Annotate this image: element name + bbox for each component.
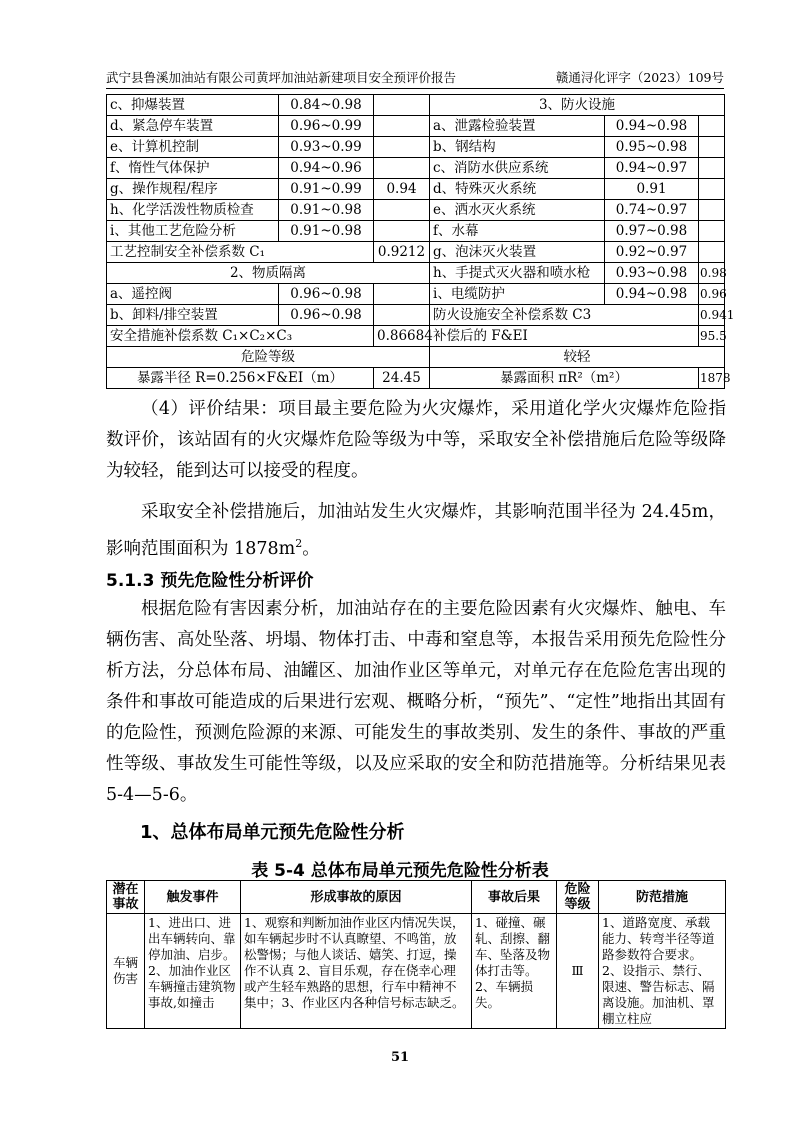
- table-cell: c、消防水供应系统: [430, 158, 605, 179]
- table-cell: h、化学活泼性物质检查: [107, 200, 279, 221]
- table-cell: 1、道路宽度、承载能力、转弯半径等道路参数符合要求。2、设指示、禁行、限速、警告标志、隔离设施。加油机、罩棚立柱应: [599, 914, 726, 1029]
- superscript: 2: [295, 537, 303, 550]
- table-cell: 0.96~0.99: [279, 116, 374, 137]
- pha-intro-paragraph: 根据危险有害因素分析，加油站存在的主要危险因素有火灾爆炸、触电、车辆伤害、高处坠落、坍塌、物体打击、中毒和窒息等，本报告采用预先危险性分析方法，分总体布局、油罐区、加油作业区等单元，对单元存在危险危害出现的条件和事故可能造成的后果进行宏观、概略分析，“预先”、“定性”地指出其固有的危险性，预测危险源的来源、可能发生的事故类别、发生的条件、事故的严重性等级、事故发生可能性等级，以及应采取的安全和防范措施等。分析结果见表 5-4—5-6。: [106, 599, 726, 805]
- table-cell: i、电缆防护: [430, 284, 605, 305]
- table-row: [107, 242, 725, 263]
- table-cell: 0.92~0.97: [605, 242, 699, 263]
- table-row: [107, 284, 725, 305]
- table-cell: [374, 158, 430, 179]
- table-cell: 0.91: [605, 179, 699, 200]
- table-cell: 0.94~0.97: [605, 158, 699, 179]
- table-cell: 0.91~0.98: [279, 221, 374, 242]
- header-report-title: 武宁县鲁溪加油站有限公司黄坪加油站新建项目安全预评价报告: [106, 70, 457, 85]
- table-cell: 0.94~0.98: [605, 116, 699, 137]
- column-header: 防范措施: [599, 881, 726, 914]
- table-cell: 95.5: [699, 326, 725, 347]
- table-cell: e、洒水灭火系统: [430, 200, 605, 221]
- table-row: [107, 137, 725, 158]
- table-cell: 1、碰撞、碾轧、刮擦、翻车、坠落及物体打击等。 2、车辆损失。: [472, 914, 557, 1029]
- table-cell: 暴露半径 R=0.256×F&EI（m）: [107, 368, 374, 389]
- table-cell: [699, 116, 725, 137]
- pha-table: [106, 880, 726, 1029]
- page-number: 51: [390, 1050, 410, 1065]
- table-cell: 0.94~0.96: [279, 158, 374, 179]
- table-cell: 暴露面积 πR²（m²）: [430, 368, 699, 389]
- table-cell: b、卸料/排空装置: [107, 305, 279, 326]
- table-cell: a、遥控阀: [107, 284, 279, 305]
- table-cell: 防火设施安全补偿系数 C3: [430, 305, 699, 326]
- column-header: 危险等级: [557, 881, 599, 914]
- table-cell: 0.91~0.98: [279, 200, 374, 221]
- header-report-number: 赣通浔化评字（2023）109号: [555, 70, 724, 85]
- table-cell: 1878: [699, 368, 725, 389]
- table-cell: [374, 137, 430, 158]
- table-cell: 安全措施补偿系数 C₁×C₂×C₃: [107, 326, 374, 347]
- column-header: 潜在事故: [107, 881, 145, 914]
- table-cell: 0.93~0.99: [279, 137, 374, 158]
- table-title: 表 5-4 总体布局单元预先危险性分析表: [251, 861, 549, 881]
- table-cell: 3、防火设施: [430, 95, 725, 116]
- table-row: [107, 305, 725, 326]
- table-cell: d、特殊灭火系统: [430, 179, 605, 200]
- table-cell: 0.97~0.98: [605, 221, 699, 242]
- table-cell: 车辆伤害: [107, 914, 145, 1029]
- column-header: 事故后果: [472, 881, 557, 914]
- evaluation-result-paragraph: （4）评价结果：项目最主要危险为火灾爆炸，采用道化学火灾爆炸危险指数评价，该站固有的火灾爆炸危险等级为中等，采取安全补偿措施后危险等级降为较轻，能到达可以接受的程度。: [106, 399, 726, 481]
- table-cell: 0.95~0.98: [605, 137, 699, 158]
- impact-range-text: 采取安全补偿措施后，加油站发生火灾爆炸，其影响范围半径为 24.45m，影响范围面积为 1878m: [106, 502, 726, 559]
- impact-range-paragraph: [106, 497, 726, 565]
- table-header-row: [107, 881, 726, 914]
- table-cell: g、泡沫灭火装置: [430, 242, 605, 263]
- table-cell: 1、观察和判断加油作业区内情况失误，如车辆起步时不认真瞭望、不鸣笛，放松警惕；与他人谈话、嬉笑、打逗，操作不认真 2、盲目乐观，存在侥幸心理或产生轻车熟路的思想，行车中精神不集中；3、作业区内各种信号标志缺乏。: [241, 914, 472, 1029]
- table-cell: Ⅲ: [557, 914, 599, 1029]
- table-cell: d、紧急停车装置: [107, 116, 279, 137]
- table-cell: 0.94~0.98: [605, 284, 699, 305]
- table-row: [107, 221, 725, 242]
- subsection-heading: 1、总体布局单元预先危险性分析: [140, 822, 405, 843]
- table-row: [107, 263, 725, 284]
- table-cell: [699, 200, 725, 221]
- table-cell: a、泄露检验装置: [430, 116, 605, 137]
- table-cell: 24.45: [374, 368, 430, 389]
- table-cell: 0.86684: [374, 326, 430, 347]
- table-cell: 1、进出口、进出车辆转向、靠停加油、启步。2、加油作业区车辆撞击建筑物事故,如撞击: [145, 914, 241, 1029]
- table-cell: i、其他工艺危险分析: [107, 221, 279, 242]
- table-cell: [374, 221, 430, 242]
- table-row: [107, 116, 725, 137]
- table-cell: 0.941: [699, 305, 725, 326]
- table-cell: 0.96~0.98: [279, 305, 374, 326]
- table-cell: c、抑爆装置: [107, 95, 279, 116]
- table-cell: f、水幕: [430, 221, 605, 242]
- column-header: 触发事件: [145, 881, 241, 914]
- table-cell: [699, 137, 725, 158]
- table-cell: 补偿后的 F&EI: [430, 326, 699, 347]
- table-cell: 危险等级: [107, 347, 430, 368]
- table-cell: [699, 179, 725, 200]
- table-cell: [699, 158, 725, 179]
- table-row: [107, 347, 725, 368]
- table-cell: [374, 305, 430, 326]
- table-row: [107, 368, 725, 389]
- table-cell: 0.93~0.98: [605, 263, 699, 284]
- table-cell: [699, 221, 725, 242]
- table-cell: 0.91~0.99: [279, 179, 374, 200]
- fei-compensation-table: [106, 94, 735, 389]
- table-cell: [374, 116, 430, 137]
- table-row: [107, 95, 725, 116]
- table-cell: h、手提式灭火器和喷水枪: [430, 263, 605, 284]
- table-cell: [374, 95, 430, 116]
- table-cell: 0.9212: [374, 242, 430, 263]
- table-cell: 0.84~0.98: [279, 95, 374, 116]
- table-row: [107, 179, 725, 200]
- table-cell: [374, 284, 430, 305]
- table-cell: 较轻: [430, 347, 725, 368]
- table-cell: 0.98: [699, 263, 725, 284]
- table-cell: b、钢结构: [430, 137, 605, 158]
- table-cell: 0.96: [699, 284, 725, 305]
- table-row: [107, 158, 725, 179]
- impact-range-end: 。: [302, 538, 320, 559]
- table-cell: 0.96~0.98: [279, 284, 374, 305]
- table-row: [107, 914, 726, 1029]
- section-heading: 5.1.3 预先危险性分析评价: [106, 571, 314, 591]
- table-cell: f、惰性气体保护: [107, 158, 279, 179]
- table-cell: e、计算机控制: [107, 137, 279, 158]
- table-cell: [374, 200, 430, 221]
- table-cell: 0.74~0.97: [605, 200, 699, 221]
- table-row: [107, 326, 725, 347]
- column-header: 形成事故的原因: [241, 881, 472, 914]
- table-cell: g、操作规程/程序: [107, 179, 279, 200]
- page-header: [106, 66, 724, 89]
- table-cell: 工艺控制安全补偿系数 C₁: [107, 242, 374, 263]
- table-cell: 2、物质隔离: [107, 263, 430, 284]
- table-cell: 0.94: [374, 179, 430, 200]
- table-row: [107, 200, 725, 221]
- table-cell: [699, 242, 725, 263]
